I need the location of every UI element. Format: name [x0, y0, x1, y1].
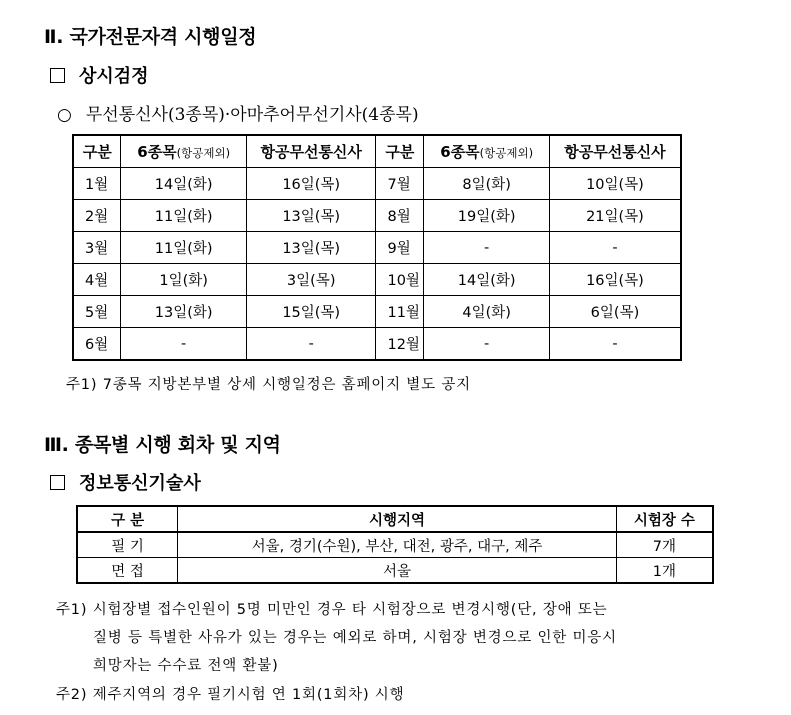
- schedule-table: [72, 134, 682, 361]
- region-footnote-2: 주2) 제주지역의 경우 필기시험 연 1회(1회차) 시행: [56, 687, 405, 703]
- table-row: [73, 296, 681, 328]
- table-row: [73, 264, 681, 296]
- date-cell: 16일(목): [246, 168, 376, 200]
- count-cell: 1개: [616, 558, 713, 584]
- subject-line: [57, 100, 419, 125]
- date-cell: -: [549, 232, 681, 264]
- date-cell: 11일(화): [121, 200, 247, 232]
- header-six-subjects-right: 6종목(항공제외): [424, 135, 550, 168]
- table-row: [77, 532, 713, 558]
- region-header-row: [77, 506, 713, 532]
- month-cell: 11월: [376, 296, 424, 328]
- month-cell: 5월: [73, 296, 121, 328]
- month-cell: 2월: [73, 200, 121, 232]
- date-cell: 14일(화): [121, 168, 247, 200]
- header-aviation-right: 항공무선통신사: [549, 135, 681, 168]
- month-cell: 10월: [376, 264, 424, 296]
- date-cell: 13일(목): [246, 200, 376, 232]
- table-row: [73, 232, 681, 264]
- date-cell: 15일(목): [246, 296, 376, 328]
- header-month-left: 구분: [73, 135, 121, 168]
- date-cell: 11일(화): [121, 232, 247, 264]
- month-cell: 4월: [73, 264, 121, 296]
- month-cell: 7월: [376, 168, 424, 200]
- month-cell: 8월: [376, 200, 424, 232]
- month-cell: 12월: [376, 328, 424, 361]
- table-row: [77, 558, 713, 584]
- region-cell: 서울, 경기(수원), 부산, 대전, 광주, 대구, 제주: [178, 532, 617, 558]
- date-cell: 1일(화): [121, 264, 247, 296]
- date-cell: 8일(화): [424, 168, 550, 200]
- subsection-heading-jeongbo: [50, 469, 201, 495]
- region-cell: 서울: [178, 558, 617, 584]
- month-cell: 1월: [73, 168, 121, 200]
- date-cell: 3일(목): [246, 264, 376, 296]
- section-2-title: Ⅱ. 국가전문자격 시행일정: [44, 26, 257, 48]
- subject-text: 무선통신사(3종목)·아마추어무선기사(4종목): [85, 105, 419, 125]
- header-region: 시행지역: [178, 506, 617, 532]
- date-cell: 4일(화): [424, 296, 550, 328]
- count-cell: 7개: [616, 532, 713, 558]
- date-cell: -: [121, 328, 247, 361]
- date-cell: -: [549, 328, 681, 361]
- month-cell: 6월: [73, 328, 121, 361]
- region-table: [76, 505, 714, 584]
- date-cell: 16일(목): [549, 264, 681, 296]
- table-row: [73, 168, 681, 200]
- header-aviation-left: 항공무선통신사: [246, 135, 376, 168]
- date-cell: 6일(목): [549, 296, 681, 328]
- schedule-header-row: [73, 135, 681, 168]
- date-cell: 21일(목): [549, 200, 681, 232]
- date-cell: 19일(화): [424, 200, 550, 232]
- header-site-count: 시험장 수: [616, 506, 713, 532]
- subsection-title: 상시검정: [79, 66, 149, 87]
- month-cell: 3월: [73, 232, 121, 264]
- region-footnote-1-line-2: 질병 등 특별한 사유가 있는 경우는 예외로 하며, 시험장 변경으로 인한 미응시: [93, 630, 617, 646]
- date-cell: 14일(화): [424, 264, 550, 296]
- header-category: 구 분: [77, 506, 178, 532]
- month-cell: 9월: [376, 232, 424, 264]
- header-six-subjects-left: 6종목(항공제외): [121, 135, 247, 168]
- region-footnote-1-line-3: 희망자는 수수료 전액 환불): [93, 658, 279, 674]
- date-cell: 13일(목): [246, 232, 376, 264]
- date-cell: -: [246, 328, 376, 361]
- region-footnote-1-line-1: 주1) 시험장별 접수인원이 5명 미만인 경우 타 시험장으로 변경시행(단, 장애 또는: [56, 602, 608, 618]
- category-cell: 필 기: [77, 532, 178, 558]
- circle-bullet-icon: ○: [57, 105, 72, 125]
- subsection-title: 정보통신기술사: [79, 473, 201, 494]
- table-row: [73, 200, 681, 232]
- checkbox-square-icon: [50, 475, 65, 490]
- date-cell: 13일(화): [121, 296, 247, 328]
- category-cell: 면 접: [77, 558, 178, 584]
- date-cell: -: [424, 232, 550, 264]
- checkbox-square-icon: [50, 68, 65, 83]
- subsection-heading-sangsi: [50, 62, 149, 88]
- section-3-title: Ⅲ. 종목별 시행 회차 및 지역: [44, 434, 281, 456]
- header-month-right: 구분: [376, 135, 424, 168]
- schedule-footnote: 주1) 7종목 지방본부별 상세 시행일정은 홈페이지 별도 공지: [66, 377, 471, 393]
- date-cell: -: [424, 328, 550, 361]
- date-cell: 10일(목): [549, 168, 681, 200]
- table-row: [73, 328, 681, 361]
